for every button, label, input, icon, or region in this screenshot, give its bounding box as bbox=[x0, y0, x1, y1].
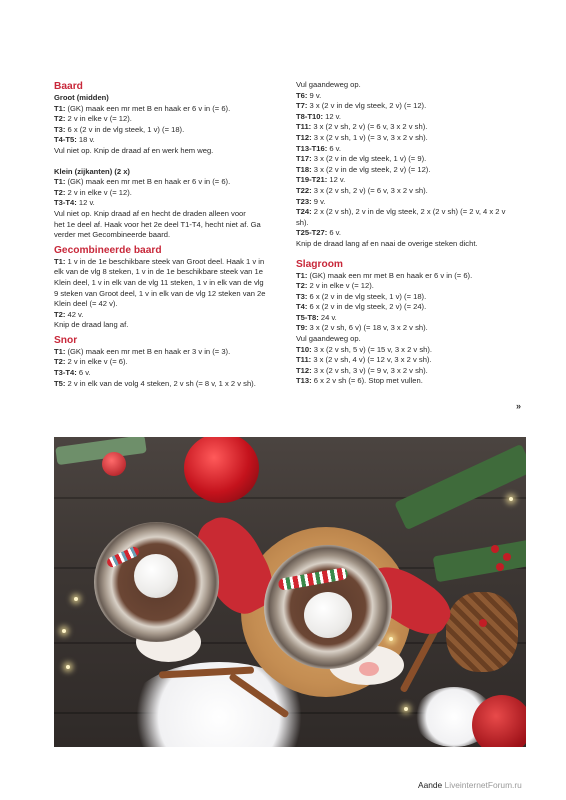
instruction-text: 24 v. bbox=[318, 312, 337, 322]
row-label: T7: bbox=[296, 101, 308, 111]
instruction-line bbox=[296, 165, 518, 176]
instruction-text: Klein deel (= 42 v). bbox=[54, 299, 118, 309]
instruction-text: 6 v. bbox=[327, 228, 342, 238]
instruction-text: 3 x (2 v sh, 2 v) (= 6 v, 3 x 2 v sh). bbox=[311, 185, 428, 195]
row-label: T10: bbox=[296, 344, 312, 354]
row-label: T3: bbox=[54, 124, 66, 134]
row-label: T4: bbox=[296, 302, 308, 312]
next-page-arrow-icon: » bbox=[516, 401, 522, 411]
instruction-text: 2 v in elk van de volg 4 steken, 2 v sh (= 8 v, 1 x 2 v sh). bbox=[65, 378, 256, 388]
whipped-cream-right bbox=[304, 592, 352, 638]
footer-magazine-name: Aande bbox=[418, 780, 443, 790]
row-label: T13: bbox=[296, 376, 312, 386]
row-label: T1: bbox=[296, 270, 308, 280]
instruction-list-continued bbox=[296, 80, 518, 250]
instruction-line bbox=[296, 144, 518, 155]
footer-watermark: LiveinternetForum.ru bbox=[444, 780, 522, 790]
instruction-text: elk van de vlg 8 steken, 1 v in de 1e beschikbare steek van 1e bbox=[54, 267, 263, 277]
instruction-line bbox=[296, 133, 518, 144]
row-label: T12: bbox=[296, 365, 312, 375]
instruction-text: Vul gaandeweg op. bbox=[296, 80, 361, 89]
christmas-bauble-top bbox=[184, 437, 259, 503]
instruction-text: (GK) maak een mr met B en haak er 6 v in (= 6). bbox=[307, 270, 473, 280]
instruction-line bbox=[296, 334, 518, 345]
instruction-line bbox=[54, 289, 282, 300]
instruction-line bbox=[296, 355, 518, 366]
row-label: T2: bbox=[296, 281, 308, 291]
row-label: T1: bbox=[54, 256, 66, 266]
instruction-text: Knip de draad lang af. bbox=[54, 320, 129, 330]
pinecone-decoration bbox=[446, 592, 518, 672]
instruction-line bbox=[296, 376, 518, 387]
row-label: T25-T27: bbox=[296, 228, 328, 238]
instruction-text: 6 x (2 v in de vlg steek, 1 v) (= 18). bbox=[307, 291, 427, 301]
instruction-text: 3 x (2 v in de vlg steek, 2 v) (= 12). bbox=[311, 164, 431, 174]
subheading-klein: Klein (zijkanten) (2 x) bbox=[54, 166, 130, 176]
section-heading-baard: Baard bbox=[54, 81, 83, 92]
instruction-line bbox=[296, 281, 518, 292]
instruction-line bbox=[296, 239, 518, 250]
instruction-text: 2 x (2 v sh), 2 v in de vlg steek, 2 x (2 v sh) (= 2 v, 4 x 2 v bbox=[311, 207, 506, 217]
instruction-text: 12 v. bbox=[327, 175, 346, 185]
instruction-text: sh). bbox=[296, 217, 309, 227]
instruction-line bbox=[296, 302, 518, 313]
row-label: T22: bbox=[296, 185, 312, 195]
instruction-text: verder met Gecombineerde baard. bbox=[54, 230, 171, 240]
instruction-line bbox=[296, 91, 518, 102]
instruction-text: 6 x (2 v in de vlg steek, 2 v) (= 24). bbox=[307, 302, 427, 312]
row-label: T8-T10: bbox=[296, 111, 324, 121]
instruction-line bbox=[54, 347, 282, 358]
instruction-text: Vul niet op. Knip de draad af en werk hem weg. bbox=[54, 145, 214, 155]
instruction-line bbox=[54, 357, 282, 368]
instruction-text: het 1e deel af. Haak voor het 2e deel T1-T4, hecht niet af. Ga bbox=[54, 219, 261, 229]
instruction-line bbox=[296, 101, 518, 112]
instruction-text: 3 x (2 v sh, 2 v) (= 6 v, 3 x 2 v sh). bbox=[311, 122, 428, 132]
row-label: T17: bbox=[296, 154, 312, 164]
instruction-line bbox=[296, 345, 518, 356]
instruction-line bbox=[54, 104, 282, 115]
instruction-line bbox=[296, 366, 518, 377]
instruction-text: 3 x (2 v sh, 1 v) (= 3 v, 3 x 2 v sh). bbox=[311, 132, 428, 142]
row-label: T1: bbox=[54, 177, 66, 187]
instruction-line bbox=[296, 80, 518, 91]
instruction-text: 6 v. bbox=[76, 368, 91, 378]
instruction-text: 6 x 2 v sh (= 6). Stop met vullen. bbox=[311, 376, 423, 386]
instruction-text: 3 x (2 v in de vlg steek, 2 v) (= 12). bbox=[307, 101, 427, 111]
row-label: T18: bbox=[296, 164, 312, 174]
row-label: T3: bbox=[296, 291, 308, 301]
section-heading-slagroom: Slagroom bbox=[296, 258, 343, 270]
row-label: T3-T4: bbox=[54, 368, 77, 378]
whipped-cream-left bbox=[134, 554, 178, 598]
instruction-line bbox=[54, 146, 282, 157]
instruction-line bbox=[296, 197, 518, 208]
instruction-line bbox=[296, 186, 518, 197]
instruction-line bbox=[296, 122, 518, 133]
row-label: T24: bbox=[296, 207, 312, 217]
row-label: T2: bbox=[54, 357, 66, 367]
instruction-line bbox=[54, 188, 282, 199]
instruction-text: 2 v in elke v (= 12). bbox=[65, 187, 132, 197]
row-label: T2: bbox=[54, 309, 66, 319]
row-label: T6: bbox=[296, 90, 308, 100]
instruction-text: 3 x (2 v sh, 6 v) (= 18 v, 3 x 2 v sh). bbox=[307, 323, 428, 333]
instruction-line bbox=[296, 292, 518, 303]
pine-branch-decoration bbox=[55, 437, 147, 465]
instruction-line bbox=[54, 299, 282, 310]
instruction-text: 3 x (2 v sh, 3 v) (= 9 v, 3 x 2 v sh). bbox=[311, 365, 428, 375]
row-label: T3-T4: bbox=[54, 198, 77, 208]
instruction-text: 12 v. bbox=[76, 198, 95, 208]
instruction-line bbox=[296, 323, 518, 334]
instruction-line bbox=[54, 230, 282, 241]
instruction-line bbox=[54, 125, 282, 136]
row-label: T1: bbox=[54, 103, 66, 113]
row-label: T11: bbox=[296, 122, 312, 132]
row-label: T23: bbox=[296, 196, 312, 206]
instruction-line bbox=[296, 228, 518, 239]
instruction-text: 6 v. bbox=[327, 143, 342, 153]
instruction-text: 18 v. bbox=[76, 135, 95, 145]
instruction-line bbox=[54, 135, 282, 146]
instruction-text: Vul gaandeweg op. bbox=[296, 334, 361, 344]
instruction-text: 9 v. bbox=[307, 90, 322, 100]
row-label: T9: bbox=[296, 323, 308, 333]
christmas-bauble-bottom bbox=[472, 695, 526, 747]
instruction-line bbox=[54, 278, 282, 289]
instruction-line bbox=[54, 177, 282, 188]
instruction-line bbox=[54, 310, 282, 321]
instruction-line bbox=[296, 218, 518, 229]
row-label: T5-T8: bbox=[296, 312, 319, 322]
instruction-line bbox=[296, 112, 518, 123]
instruction-text: Vul niet op. Knip draad af en hecht de draden alleen voor bbox=[54, 208, 246, 218]
section-heading-snor: Snor bbox=[54, 334, 78, 346]
instruction-text: 3 x (2 v in de vlg steek, 1 v) (= 9). bbox=[311, 154, 427, 164]
instruction-line bbox=[54, 209, 282, 220]
instruction-list-klein bbox=[54, 177, 282, 241]
instruction-text: 3 x (2 v sh, 4 v) (= 12 v, 3 x 2 v sh). bbox=[311, 355, 432, 365]
row-label: T2: bbox=[54, 114, 66, 124]
instruction-line bbox=[296, 154, 518, 165]
instruction-text: 2 v in elke v (= 6). bbox=[65, 357, 128, 367]
instruction-text: 6 x (2 v in de vlg steek, 1 v) (= 18). bbox=[65, 124, 185, 134]
instruction-text: 9 v. bbox=[311, 196, 326, 206]
instruction-text: Knip de draad lang af en naai de overige steken dicht. bbox=[296, 238, 478, 248]
photo-gnome-hot-chocolate bbox=[54, 437, 526, 747]
right-column bbox=[296, 80, 518, 387]
instruction-text: (GK) maak een mr met B en haak er 3 v in (= 3). bbox=[65, 346, 231, 356]
page-footer bbox=[418, 780, 522, 790]
instruction-text: 1 v in de 1e beschikbare steek van Groot deel. Haak 1 v in bbox=[65, 256, 265, 266]
instruction-line bbox=[54, 257, 282, 268]
row-label: T11: bbox=[296, 355, 312, 365]
section-heading-gecombineerde-baard: Gecombineerde baard bbox=[54, 244, 162, 256]
instruction-line bbox=[54, 114, 282, 125]
instruction-text: 2 v in elke v (= 12). bbox=[307, 281, 374, 291]
instruction-list-slagroom bbox=[296, 271, 518, 388]
instruction-text: 12 v. bbox=[323, 111, 342, 121]
instruction-line bbox=[54, 379, 282, 390]
instruction-text: (GK) maak een mr met B en haak er 6 v in (= 6). bbox=[65, 177, 231, 187]
row-label: T12: bbox=[296, 132, 312, 142]
instruction-text: 3 x (2 v sh, 5 v) (= 15 v, 3 x 2 v sh). bbox=[311, 344, 432, 354]
instruction-line bbox=[54, 198, 282, 209]
row-label: T4-T5: bbox=[54, 135, 77, 145]
row-label: T5: bbox=[54, 378, 66, 388]
instruction-line bbox=[54, 267, 282, 278]
row-label: T19-T21: bbox=[296, 175, 328, 185]
instruction-text: 9 steken van Groot deel, 1 v in elk van de vlg 12 steken van 2e bbox=[54, 288, 266, 298]
instruction-line bbox=[296, 313, 518, 324]
instruction-line bbox=[296, 207, 518, 218]
instruction-text: (GK) maak een mr met B en haak er 6 v in (= 6). bbox=[65, 103, 231, 113]
instruction-line bbox=[54, 368, 282, 379]
subheading-groot: Groot (midden) bbox=[54, 93, 109, 102]
row-label: T2: bbox=[54, 187, 66, 197]
instruction-list-groot bbox=[54, 104, 282, 157]
instruction-text: 2 v in elke v (= 12). bbox=[65, 114, 132, 124]
row-label: T1: bbox=[54, 346, 66, 356]
instruction-text: 42 v. bbox=[65, 309, 84, 319]
row-label: T13-T16: bbox=[296, 143, 328, 153]
instruction-line bbox=[296, 175, 518, 186]
left-column bbox=[54, 80, 282, 389]
instruction-text: Klein deel, 1 v in elk van de vlg 11 steken, 1 v in elk van de vlg bbox=[54, 277, 264, 287]
instruction-line bbox=[296, 271, 518, 282]
instruction-line bbox=[54, 220, 282, 231]
instruction-line bbox=[54, 320, 282, 331]
instruction-list-snor bbox=[54, 347, 282, 389]
instruction-list-gecombineerde bbox=[54, 257, 282, 331]
